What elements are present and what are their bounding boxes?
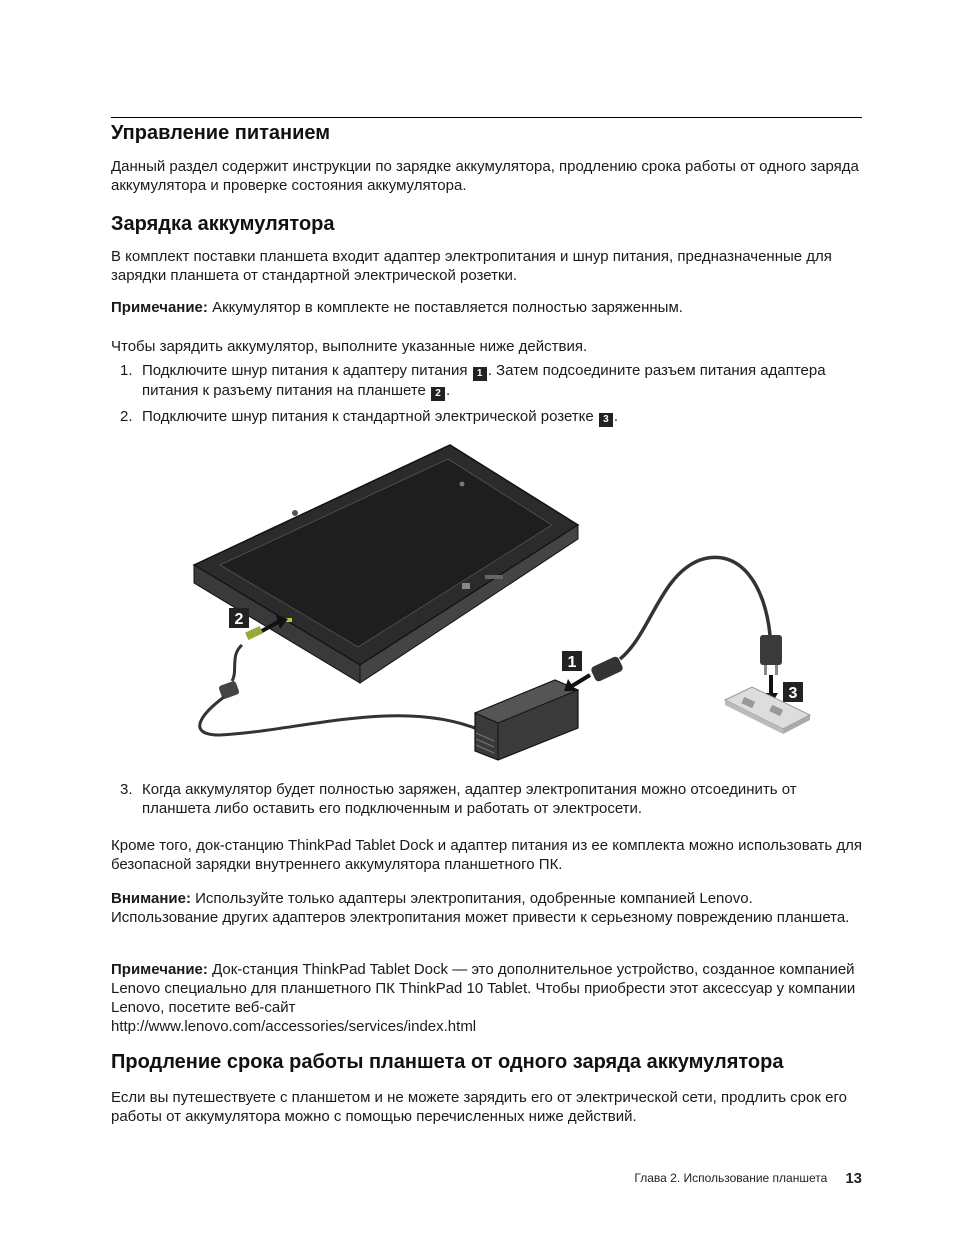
svg-text:1: 1 bbox=[567, 654, 577, 671]
list-item bbox=[111, 361, 862, 401]
step2-text-b: . bbox=[613, 408, 619, 425]
svg-text:2: 2 bbox=[234, 611, 244, 628]
callout-1-badge: 1 bbox=[473, 367, 487, 381]
steps-list bbox=[111, 361, 862, 427]
steps-list-continued bbox=[111, 780, 862, 818]
step1-text-b: . Затем подсоедините разъем питания адаптера питания к разъему питания на планшете bbox=[142, 362, 826, 399]
note-text: Аккумулятор в комплекте не поставляется полностью заряженным. bbox=[207, 299, 683, 316]
step-number: 1. bbox=[120, 362, 133, 379]
header-rule bbox=[111, 117, 862, 118]
note2-paragraph bbox=[111, 960, 862, 1036]
extend-paragraph: Если вы путешествуете с планшетом и не можете зарядить его от электрической сети, продлить срок его работы от аккумулятора можно с помощью перечисленных ниже действий. bbox=[111, 1089, 847, 1125]
callout-2-label bbox=[229, 608, 249, 628]
power-adapter-image bbox=[475, 680, 578, 760]
attention-label: Внимание: bbox=[111, 890, 191, 907]
charging-title: Зарядка аккумулятора bbox=[111, 213, 335, 235]
note2-text: Док-станция ThinkPad Tablet Dock — это дополнительное устройство, созданное компанией Lenovo специально для планшетного ПК ThinkPad 10 Tablet. Чтобы приобрести этот аксессуар у компании Lenovo, посетите веб-сайт bbox=[111, 961, 856, 1016]
attention-text: Используйте только адаптеры электропитания, одобренные компанией Lenovo. Использование других адаптеров электропитания может привести к серьезному повреждению планшета. bbox=[111, 890, 850, 926]
attention-paragraph bbox=[111, 889, 862, 927]
callout-1-label bbox=[562, 651, 582, 671]
callout-2-badge: 2 bbox=[431, 387, 445, 401]
dock-paragraph: Кроме того, док-станцию ThinkPad Tablet Dock и адаптер питания из ее комплекта можно использовать для безопасной зарядки внутреннего аккумулятора планшетного ПК. bbox=[111, 837, 862, 873]
page-footer bbox=[634, 1170, 862, 1187]
steps-intro: Чтобы зарядить аккумулятор, выполните указанные ниже действия. bbox=[111, 338, 588, 355]
section-title: Управление питанием bbox=[111, 122, 331, 144]
extend-title: Продление срока работы планшета от одного заряда аккумулятора bbox=[111, 1051, 784, 1073]
note2-label: Примечание: bbox=[111, 961, 208, 978]
accessories-link[interactable]: http://www.lenovo.com/accessories/services/index.html bbox=[111, 1018, 477, 1035]
note-paragraph bbox=[111, 298, 862, 317]
page-number: 13 bbox=[845, 1170, 862, 1187]
step2-text-a: Подключите шнур питания к стандартной электрической розетке bbox=[142, 408, 598, 425]
step-number: 3. bbox=[120, 781, 133, 798]
tablet-image bbox=[194, 445, 578, 683]
step3-text: Когда аккумулятор будет полностью заряжен, адаптер электропитания можно отсоединить от планшета либо оставить его подключенным и работать от электросети. bbox=[142, 781, 797, 817]
charging-illustration bbox=[180, 435, 820, 770]
svg-text:3: 3 bbox=[788, 685, 798, 702]
list-item bbox=[111, 780, 862, 818]
list-item bbox=[111, 407, 862, 427]
step1-text-c: . bbox=[446, 382, 451, 399]
note-label: Примечание: bbox=[111, 299, 208, 316]
footer-chapter: Глава 2. Использование планшета bbox=[634, 1171, 828, 1185]
step-number: 2. bbox=[120, 408, 133, 425]
charging-paragraph: В комплект поставки планшета входит адаптер электропитания и шнур питания, предназначенные для зарядки планшета от стандартной электрической розетки. bbox=[111, 248, 832, 284]
intro-paragraph: Данный раздел содержит инструкции по зарядке аккумулятора, продлению срока работы от одного заряда аккумулятора и проверке состояния аккумулятора. bbox=[111, 158, 859, 194]
step1-text-a: Подключите шнур питания к адаптеру питания bbox=[142, 362, 472, 379]
power-cord-image bbox=[590, 557, 782, 682]
callout-3-label bbox=[783, 682, 803, 702]
callout-3-badge: 3 bbox=[599, 413, 613, 427]
